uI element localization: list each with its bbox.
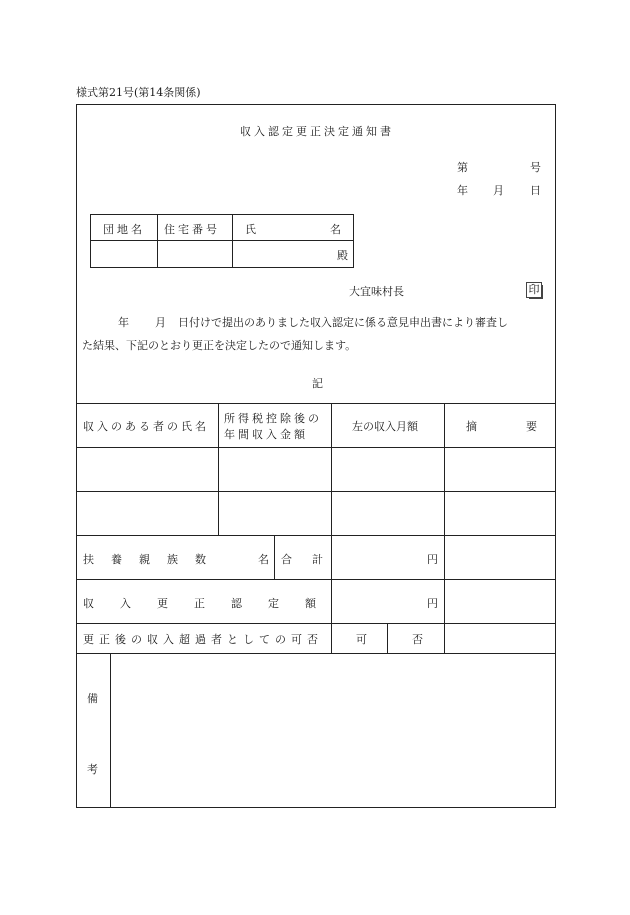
table-row1-line: [76, 447, 556, 448]
form-frame: [76, 104, 556, 808]
seal-stamp: 印: [526, 282, 542, 298]
honorific-dono: 殿: [337, 249, 348, 262]
biko-char2: 考: [87, 763, 98, 776]
date-year: 年: [457, 184, 468, 197]
table-row6-line: [76, 653, 556, 654]
body-line1-rest: 日付けで提出のありました収入認定に係る意見申出書により審査し: [178, 316, 508, 329]
address-table-col1: [157, 214, 158, 268]
table-top-line: [76, 403, 556, 404]
header-remarks-1: 摘: [466, 420, 477, 433]
table-row4-line: [76, 579, 556, 580]
table-row2-line: [76, 491, 556, 492]
header-remarks-2: 要: [526, 420, 537, 433]
date-day: 日: [530, 184, 541, 197]
address-table-col2: [232, 214, 233, 268]
excess-label: 更正後の収入超過者としての可否: [83, 633, 323, 646]
excess-ka: 可: [356, 633, 367, 646]
form-number: 様式第21号(第14条関係): [76, 86, 201, 99]
biko-char1: 備: [87, 692, 98, 705]
table-col-name: [218, 403, 219, 535]
doc-no-go: 号: [530, 161, 541, 174]
form-title: 収入認定更正決定通知書: [240, 125, 394, 138]
table-col-ka-hi: [387, 623, 388, 653]
header-shi: 氏: [245, 223, 256, 236]
issuer-name: 大宜味村長: [349, 285, 404, 298]
body-year: 年: [118, 316, 129, 329]
ki-label: 記: [312, 377, 323, 390]
body-line2: た結果、下記のとおり更正を決定したので通知します。: [82, 339, 357, 352]
table-col-biko: [110, 653, 111, 808]
body-month: 月: [155, 316, 166, 329]
header-income-person-name: 収入のある者の氏名: [83, 420, 209, 433]
date-month: 月: [493, 184, 504, 197]
address-table-divider: [90, 240, 354, 241]
table-row3-line: [76, 535, 556, 536]
header-monthly-income: 左の収入月額: [352, 420, 418, 433]
table-col-monthly: [444, 403, 445, 653]
header-jutaku-bango: 住宅番号: [164, 223, 220, 236]
header-mei: 名: [330, 223, 341, 236]
doc-no-dai: 第: [457, 161, 468, 174]
header-annual-income-1: 所得税控除後の: [224, 412, 322, 425]
excess-hi: 否: [412, 633, 423, 646]
header-annual-income-2: 年間収入金額: [224, 428, 308, 441]
table-col-annual: [331, 403, 332, 653]
total-yen: 円: [427, 553, 438, 566]
revised-amount-yen: 円: [427, 597, 438, 610]
revised-amount-label: 収入更正認定額: [83, 597, 342, 610]
dependents-label: 扶養親族数: [83, 553, 223, 566]
table-row5-line: [76, 623, 556, 624]
header-danchi: 団地名: [103, 223, 145, 236]
total-label: 合計: [281, 553, 343, 566]
table-col-dependents: [274, 535, 275, 579]
dependents-unit: 名: [258, 553, 269, 566]
